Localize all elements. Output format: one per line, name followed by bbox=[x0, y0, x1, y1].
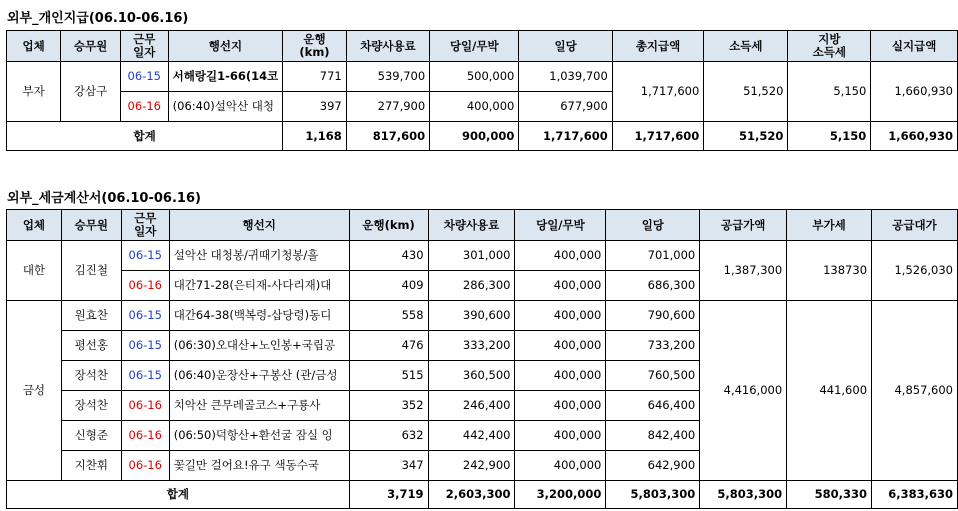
cell-destination: 서해랑길1-66(14코 bbox=[168, 62, 283, 92]
cell-date: 06-16 bbox=[121, 271, 169, 301]
cell-supply-amount: 1,387,300 bbox=[700, 241, 787, 301]
cell-daytrip: 400,000 bbox=[430, 92, 519, 122]
cell-destination: (06:30)오대산+노인봉+국립공 bbox=[169, 331, 349, 361]
total-row bbox=[7, 481, 958, 509]
cell-destination: 꽃길만 걸어요!유구 색동수국 bbox=[169, 451, 349, 481]
cell-vehicle-fee: 539,700 bbox=[346, 62, 429, 92]
header-company: 업체 bbox=[7, 31, 61, 62]
cell-daily: 842,400 bbox=[606, 421, 700, 451]
cell-company: 대한 bbox=[7, 241, 62, 301]
cell-vehicle-fee: 301,000 bbox=[428, 241, 515, 271]
table-header-row bbox=[7, 31, 958, 62]
cell-daytrip: 500,000 bbox=[430, 62, 519, 92]
total-vehicle-fee: 817,600 bbox=[346, 122, 429, 151]
cell-date: 06-16 bbox=[121, 391, 169, 421]
cell-local-tax: 5,150 bbox=[788, 62, 871, 122]
cell-km: 515 bbox=[349, 361, 428, 391]
header-work-date bbox=[120, 31, 168, 62]
cell-vehicle-fee: 277,900 bbox=[346, 92, 429, 122]
cell-daily: 733,200 bbox=[606, 331, 700, 361]
cell-destination: (06:40)설악산 대청 bbox=[168, 92, 283, 122]
cell-daily: 790,600 bbox=[606, 301, 700, 331]
header-work-date-l1: 근무 bbox=[134, 211, 157, 225]
cell-date: 06-16 bbox=[121, 451, 169, 481]
cell-supply-total: 1,526,030 bbox=[872, 241, 958, 301]
cell-vehicle-fee: 246,400 bbox=[428, 391, 515, 421]
cell-km: 409 bbox=[349, 271, 428, 301]
cell-total-pay: 1,717,600 bbox=[612, 62, 703, 122]
total-vat: 580,330 bbox=[787, 481, 872, 509]
cell-daily: 760,500 bbox=[606, 361, 700, 391]
header-km: 운행(km) bbox=[349, 210, 428, 241]
cell-km: 771 bbox=[283, 62, 346, 92]
total-income-tax: 51,520 bbox=[704, 122, 788, 151]
total-row bbox=[7, 122, 958, 151]
cell-daily: 677,900 bbox=[519, 92, 612, 122]
cell-date: 06-15 bbox=[121, 241, 169, 271]
cell-daytrip: 400,000 bbox=[515, 241, 606, 271]
cell-driver: 장석찬 bbox=[61, 391, 121, 421]
cell-destination: (06:50)덕항산+환선굴 잠실 잉 bbox=[169, 421, 349, 451]
cell-km: 347 bbox=[349, 451, 428, 481]
header-local-tax bbox=[788, 31, 871, 62]
cell-daily: 701,000 bbox=[606, 241, 700, 271]
total-label: 합계 bbox=[7, 481, 350, 509]
cell-daily: 646,400 bbox=[606, 391, 700, 421]
cell-company: 금성 bbox=[7, 301, 62, 481]
header-supply-amount: 공급가액 bbox=[700, 210, 787, 241]
header-vat: 부가세 bbox=[787, 210, 872, 241]
header-driver: 승무원 bbox=[61, 210, 121, 241]
header-work-date bbox=[121, 210, 169, 241]
header-net-pay: 실지급액 bbox=[871, 31, 958, 62]
total-km: 1,168 bbox=[283, 122, 346, 151]
table-row bbox=[7, 62, 958, 92]
cell-date: 06-16 bbox=[120, 92, 168, 122]
header-daily: 일당 bbox=[606, 210, 700, 241]
cell-destination: 치악산 큰무레골코스+구룡사 bbox=[169, 391, 349, 421]
cell-date: 06-15 bbox=[121, 361, 169, 391]
table-row bbox=[7, 301, 958, 331]
cell-daytrip: 400,000 bbox=[515, 391, 606, 421]
cell-vehicle-fee: 242,900 bbox=[428, 451, 515, 481]
header-work-date-l2: 일자 bbox=[134, 224, 157, 238]
total-label: 합계 bbox=[7, 122, 283, 151]
header-driver: 승무원 bbox=[61, 31, 121, 62]
cell-vat: 441,600 bbox=[787, 301, 872, 481]
total-total-pay: 1,717,600 bbox=[612, 122, 703, 151]
cell-driver: 원효찬 bbox=[61, 301, 121, 331]
tax-invoice-table bbox=[6, 209, 958, 509]
total-net-pay: 1,660,930 bbox=[871, 122, 958, 151]
cell-date: 06-15 bbox=[121, 331, 169, 361]
cell-vehicle-fee: 360,500 bbox=[428, 361, 515, 391]
cell-km: 352 bbox=[349, 391, 428, 421]
cell-daytrip: 400,000 bbox=[515, 361, 606, 391]
cell-vehicle-fee: 286,300 bbox=[428, 271, 515, 301]
header-km-l1: 운행 bbox=[303, 32, 326, 46]
cell-daytrip: 400,000 bbox=[515, 271, 606, 301]
cell-destination: 대간71-28(은티재-사다리재)대 bbox=[169, 271, 349, 301]
header-work-date-l1: 근무 bbox=[133, 32, 156, 46]
cell-driver: 장석찬 bbox=[61, 361, 121, 391]
cell-driver: 평선홍 bbox=[61, 331, 121, 361]
cell-destination: (06:40)운장산+구봉산 (관/금성 bbox=[169, 361, 349, 391]
cell-supply-total: 4,857,600 bbox=[872, 301, 958, 481]
header-km-l2: (km) bbox=[299, 45, 330, 59]
cell-destination: 대간64-38(백복령-삽당령)동디 bbox=[169, 301, 349, 331]
total-daily: 1,717,600 bbox=[519, 122, 612, 151]
total-local-tax: 5,150 bbox=[788, 122, 871, 151]
cell-daily: 642,900 bbox=[606, 451, 700, 481]
header-destination: 행선지 bbox=[169, 210, 349, 241]
cell-vehicle-fee: 333,200 bbox=[428, 331, 515, 361]
cell-net-pay: 1,660,930 bbox=[871, 62, 958, 122]
header-daily: 일당 bbox=[519, 31, 612, 62]
total-daytrip: 900,000 bbox=[430, 122, 519, 151]
cell-daytrip: 400,000 bbox=[515, 451, 606, 481]
section1-title: 외부_개인지급(06.10-06.16) bbox=[7, 11, 189, 26]
header-daytrip: 당일/무박 bbox=[430, 31, 519, 62]
header-company: 업체 bbox=[7, 210, 62, 241]
cell-date: 06-15 bbox=[120, 62, 168, 92]
cell-vehicle-fee: 390,600 bbox=[428, 301, 515, 331]
cell-daytrip: 400,000 bbox=[515, 301, 606, 331]
cell-km: 476 bbox=[349, 331, 428, 361]
header-total-pay: 총지급액 bbox=[612, 31, 703, 62]
table-header-row bbox=[7, 210, 958, 241]
header-km bbox=[283, 31, 346, 62]
header-destination: 행선지 bbox=[168, 31, 283, 62]
cell-km: 430 bbox=[349, 241, 428, 271]
cell-km: 632 bbox=[349, 421, 428, 451]
cell-company: 부자 bbox=[7, 62, 61, 122]
total-daytrip: 3,200,000 bbox=[515, 481, 606, 509]
cell-daily: 686,300 bbox=[606, 271, 700, 301]
cell-driver: 신형준 bbox=[61, 421, 121, 451]
cell-daytrip: 400,000 bbox=[515, 331, 606, 361]
personal-pay-table bbox=[6, 30, 958, 151]
cell-vehicle-fee: 442,400 bbox=[428, 421, 515, 451]
cell-km: 397 bbox=[283, 92, 346, 122]
cell-destination: 설악산 대청봉/귀때기청봉/흘 bbox=[169, 241, 349, 271]
table-row bbox=[7, 241, 958, 271]
cell-driver: 김진철 bbox=[61, 241, 121, 301]
total-supply-amount: 5,803,300 bbox=[700, 481, 787, 509]
section2-title: 외부_세금계산서(06.10-06.16) bbox=[7, 191, 201, 206]
cell-date: 06-15 bbox=[121, 301, 169, 331]
cell-driver: 강삼구 bbox=[61, 62, 121, 122]
total-km: 3,719 bbox=[349, 481, 428, 509]
header-vehicle-fee: 차량사용료 bbox=[428, 210, 515, 241]
total-vehicle-fee: 2,603,300 bbox=[428, 481, 515, 509]
cell-vat: 138730 bbox=[787, 241, 872, 301]
cell-km: 558 bbox=[349, 301, 428, 331]
cell-daily: 1,039,700 bbox=[519, 62, 612, 92]
cell-daytrip: 400,000 bbox=[515, 421, 606, 451]
header-local-tax-l1: 지방 bbox=[818, 32, 841, 46]
total-supply-total: 6,383,630 bbox=[872, 481, 958, 509]
header-supply-total: 공급대가 bbox=[872, 210, 958, 241]
cell-driver: 지찬휘 bbox=[61, 451, 121, 481]
cell-income-tax: 51,520 bbox=[704, 62, 788, 122]
cell-supply-amount: 4,416,000 bbox=[700, 301, 787, 481]
header-local-tax-l2: 소득세 bbox=[812, 45, 846, 59]
header-vehicle-fee: 차량사용료 bbox=[346, 31, 429, 62]
header-daytrip: 당일/무박 bbox=[515, 210, 606, 241]
total-daily: 5,803,300 bbox=[606, 481, 700, 509]
cell-date: 06-16 bbox=[121, 421, 169, 451]
header-work-date-l2: 일자 bbox=[133, 45, 156, 59]
header-income-tax: 소득세 bbox=[704, 31, 788, 62]
